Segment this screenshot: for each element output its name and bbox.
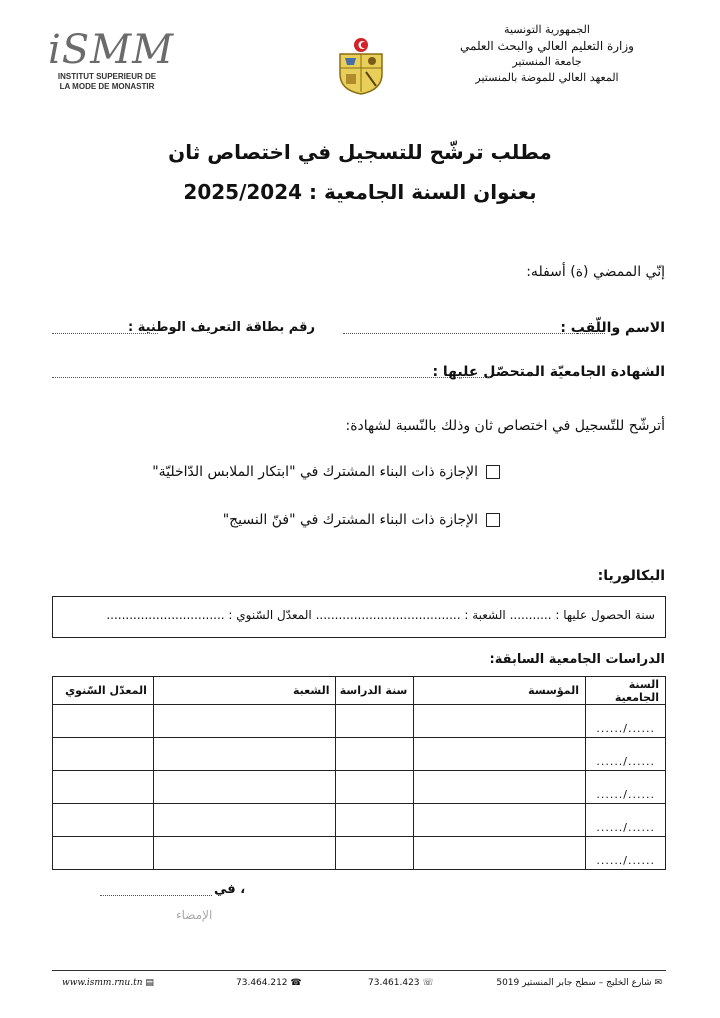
diploma-label: الشهادة الجامعيّة المتحصّل عليها :	[432, 364, 665, 380]
footer-fax-text: 73.464.212	[236, 978, 288, 988]
institution-cell[interactable]	[414, 837, 586, 870]
apply-text: أترشّح للتّسجيل في اختصاص ثان وذلك بالنّسبة لشهادة:	[345, 418, 665, 434]
tunisia-emblem-icon	[332, 36, 390, 96]
table-header-row	[53, 677, 666, 705]
table-row	[53, 705, 666, 738]
previous-studies-table	[52, 676, 666, 870]
study-year-cell[interactable]	[336, 705, 414, 738]
option-textile-art-label: الإجازة ذات البناء المشترك في "فنّ النسيج"	[222, 512, 478, 528]
institution-cell[interactable]	[414, 738, 586, 771]
footer-address-text: شارع الخليج – سطح جابر المنستير 5019	[496, 978, 652, 988]
bac-year-label: سنة الحصول عليها :	[555, 608, 655, 622]
study-year-cell[interactable]	[336, 804, 414, 837]
place-date-field[interactable]	[100, 892, 212, 896]
previous-studies-label: الدراسات الجامعية السابقة:	[489, 652, 665, 667]
ministry-line-3: جامعة المنستير	[512, 55, 582, 68]
name-field[interactable]	[343, 330, 605, 334]
cin-field[interactable]	[52, 330, 158, 334]
intro-text: إنّي الممضي (ة) أسفله:	[526, 264, 665, 280]
institute-logo	[48, 27, 175, 98]
year-cell[interactable]: ....../......	[586, 804, 666, 837]
branch-cell[interactable]	[153, 837, 336, 870]
average-cell[interactable]	[53, 837, 154, 870]
footer-phone	[368, 978, 434, 988]
bac-year-field[interactable]: ...........	[509, 608, 552, 622]
table-row	[53, 804, 666, 837]
ministry-line-4: المعهد العالي للموضة بالمنستير	[475, 71, 619, 84]
bac-section-label: البكالوريا:	[597, 568, 665, 584]
col-header-branch: الشعبة	[153, 677, 336, 705]
study-year-cell[interactable]	[336, 837, 414, 870]
academic-year-title: بعنوان السنة الجامعية : 2025/2024	[183, 180, 537, 204]
option-lingerie-label: الإجازة ذات البناء المشترك في "ابتكار الملابس الدّاخليّة"	[152, 464, 478, 480]
branch-cell[interactable]	[153, 705, 336, 738]
col-header-year: السنة الجامعية	[586, 677, 666, 705]
ministry-line-2: وزارة التعليم العالي والبحث العلمي	[460, 39, 634, 53]
logo-mark: iSMM	[48, 27, 175, 73]
table-row	[53, 738, 666, 771]
mail-icon: ✉	[654, 978, 662, 988]
cin-label: رقم بطاقة التعريف الوطنية :	[128, 320, 315, 335]
bac-avg-field[interactable]: ...............................	[106, 608, 225, 622]
logo-text-line1: INSTITUT SUPERIEUR DE	[57, 72, 157, 81]
logo-text-line2: LA MODE DE MONASTIR	[59, 82, 155, 91]
average-cell[interactable]	[53, 804, 154, 837]
ministry-line-1: الجمهورية التونسية	[504, 23, 590, 36]
bac-branch-label: الشعبة :	[464, 608, 506, 622]
col-header-institution: المؤسسة	[414, 677, 586, 705]
web-icon: ▤	[145, 978, 154, 988]
year-cell[interactable]: ....../......	[586, 771, 666, 804]
study-year-cell[interactable]	[336, 738, 414, 771]
branch-cell[interactable]	[153, 738, 336, 771]
footer-phone-text: 73.461.423	[368, 978, 420, 988]
bac-branch-field[interactable]: ......................................	[315, 608, 461, 622]
footer-divider	[52, 970, 666, 971]
footer-website-text: www.ismm.rnu.tn	[62, 978, 143, 988]
institution-cell[interactable]	[414, 771, 586, 804]
institution-cell[interactable]	[414, 804, 586, 837]
col-header-study-year: سنة الدراسة	[336, 677, 414, 705]
footer-website	[62, 978, 154, 988]
fax-icon: ☎	[290, 978, 302, 988]
option-textile-art[interactable]	[223, 512, 500, 528]
col-header-average: المعدّل السّنوي	[53, 677, 154, 705]
year-cell[interactable]: ....../......	[586, 738, 666, 771]
table-row	[53, 771, 666, 804]
average-cell[interactable]	[53, 705, 154, 738]
diploma-field[interactable]	[52, 374, 492, 378]
average-cell[interactable]	[53, 771, 154, 804]
bac-avg-label: المعدّل السّنوي :	[228, 608, 312, 622]
bac-row	[106, 608, 655, 622]
place-date-label: ، في	[214, 882, 246, 897]
institution-cell[interactable]	[414, 705, 586, 738]
form-title: مطلب ترشّح للتسجيل في اختصاص ثان	[168, 140, 552, 164]
average-cell[interactable]	[53, 738, 154, 771]
year-cell[interactable]: ....../......	[586, 837, 666, 870]
option-lingerie-checkbox[interactable]	[486, 465, 500, 479]
option-lingerie[interactable]	[152, 464, 500, 480]
study-year-cell[interactable]	[336, 771, 414, 804]
name-label: الاسم واللّقب :	[560, 320, 665, 336]
bac-box	[52, 596, 666, 638]
branch-cell[interactable]	[153, 804, 336, 837]
branch-cell[interactable]	[153, 771, 336, 804]
phone-icon: ☏	[422, 978, 434, 988]
ministry-header	[422, 22, 672, 86]
footer-address	[496, 978, 662, 988]
year-cell[interactable]: ....../......	[586, 705, 666, 738]
footer-fax	[236, 978, 302, 988]
table-row	[53, 837, 666, 870]
option-textile-art-checkbox[interactable]	[486, 513, 500, 527]
signature-label: الإمضاء	[176, 908, 213, 922]
